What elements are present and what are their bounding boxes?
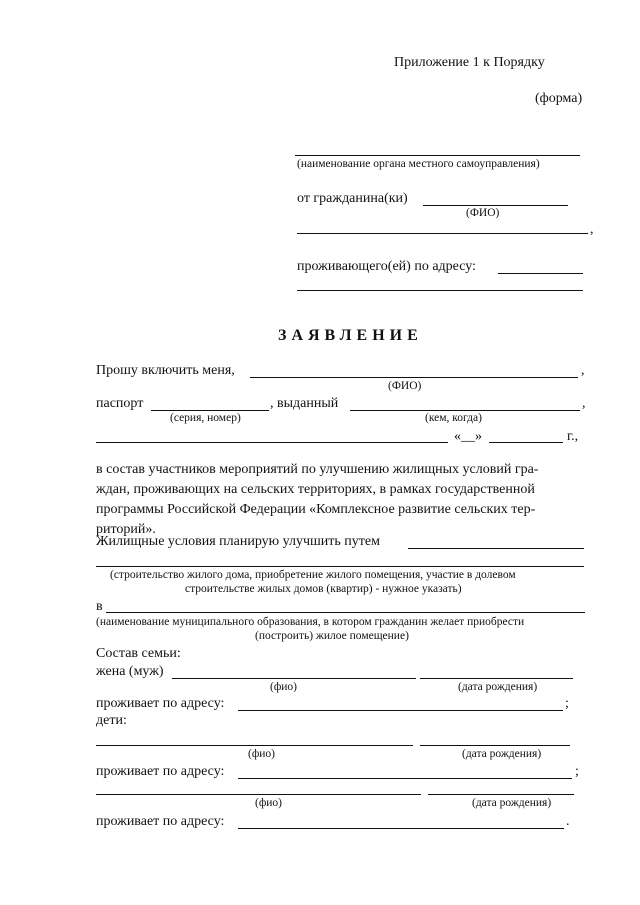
child1-fio-caption: (фио) (248, 748, 276, 760)
passport-label: паспорт (96, 396, 144, 411)
child1-dob-line[interactable] (420, 745, 570, 746)
improve-label: Жилищные условия планирую улучшить путем (96, 534, 380, 549)
method-caption-2: строительстве жилых домов (квартир) - нужное указать) (185, 583, 462, 595)
document-title: ЗАЯВЛЕНИЕ (278, 327, 423, 344)
semicolon-1: ; (565, 696, 569, 711)
comma-1: , (581, 363, 585, 378)
residing-address-line-2[interactable] (297, 290, 583, 291)
child2-fio-caption: (фио) (255, 797, 283, 809)
org-name-line[interactable] (295, 155, 580, 156)
paragraph-line-1: в состав участников мероприятий по улучшению жилищных условий гра- (96, 462, 539, 477)
family-label: Состав семьи: (96, 646, 181, 661)
passport-number-line[interactable] (151, 410, 269, 411)
children-label: дети: (96, 713, 127, 728)
spouse-dob-line[interactable] (420, 678, 573, 679)
spouse-address-label: проживает по адресу: (96, 696, 225, 711)
year-suffix: г., (567, 429, 579, 444)
residing-address-line[interactable] (498, 273, 583, 274)
muni-caption-2: (построить) жилое помещение) (255, 630, 409, 642)
issued-label: , выданный (270, 396, 339, 411)
passport-issuer-caption: (кем, когда) (425, 412, 482, 424)
child2-address-label: проживает по адресу: (96, 814, 225, 829)
date-day-field[interactable]: «__» (454, 429, 482, 444)
child2-address-line[interactable] (238, 828, 564, 829)
spouse-dob-caption: (дата рождения) (458, 681, 538, 693)
comma-2: , (582, 396, 586, 411)
passport-series-caption: (серия, номер) (170, 412, 241, 424)
passport-issuer-line[interactable] (350, 410, 580, 411)
paragraph-line-4: риторий». (96, 522, 156, 537)
form-label: (форма) (535, 91, 583, 106)
date-month-line[interactable] (489, 442, 563, 443)
child2-dob-line[interactable] (428, 794, 574, 795)
semicolon-2: ; (575, 764, 579, 779)
applicant-fio-line[interactable] (250, 377, 578, 378)
passport-extra-line[interactable] (96, 442, 448, 443)
citizen-fio-caption: (ФИО) (466, 207, 500, 219)
appendix-label: Приложение 1 к Порядку (394, 55, 545, 70)
child1-address-label: проживает по адресу: (96, 764, 225, 779)
paragraph-line-2: ждан, проживающих на сельских территориях, в рамках государственной (96, 482, 535, 497)
request-label: Прошу включить меня, (96, 363, 235, 378)
spouse-address-line[interactable] (238, 710, 563, 711)
citizen-fio-line[interactable] (423, 205, 568, 206)
method-caption-1: (строительство жилого дома, приобретение жилого помещения, участие в долевом (110, 569, 516, 581)
org-name-caption: (наименование органа местного самоуправления) (297, 158, 540, 170)
muni-caption-1: (наименование муниципального образования, в котором гражданин желает приобрести (96, 616, 525, 628)
spouse-fio-line[interactable] (172, 678, 416, 679)
child1-address-line[interactable] (238, 778, 572, 779)
spouse-fio-caption: (фио) (270, 681, 298, 693)
comma: , (590, 222, 594, 237)
child1-dob-caption: (дата рождения) (462, 748, 542, 760)
child1-fio-line[interactable] (96, 745, 413, 746)
municipality-line[interactable] (106, 612, 585, 613)
child2-fio-line[interactable] (96, 794, 421, 795)
applicant-fio-caption: (ФИО) (388, 380, 422, 392)
spouse-label: жена (муж) (96, 664, 164, 679)
citizen-fio-line-2[interactable] (297, 233, 588, 234)
in-label: в (96, 599, 103, 614)
residing-label: проживающего(ей) по адресу: (297, 259, 476, 274)
improve-method-line[interactable] (408, 548, 584, 549)
period: . (566, 814, 570, 829)
from-citizen-label: от гражданина(ки) (297, 191, 408, 206)
child2-dob-caption: (дата рождения) (472, 797, 552, 809)
paragraph-line-3: программы Российской Федерации «Комплексное развитие сельских тер- (96, 502, 536, 517)
improve-method-line-2[interactable] (96, 566, 584, 567)
